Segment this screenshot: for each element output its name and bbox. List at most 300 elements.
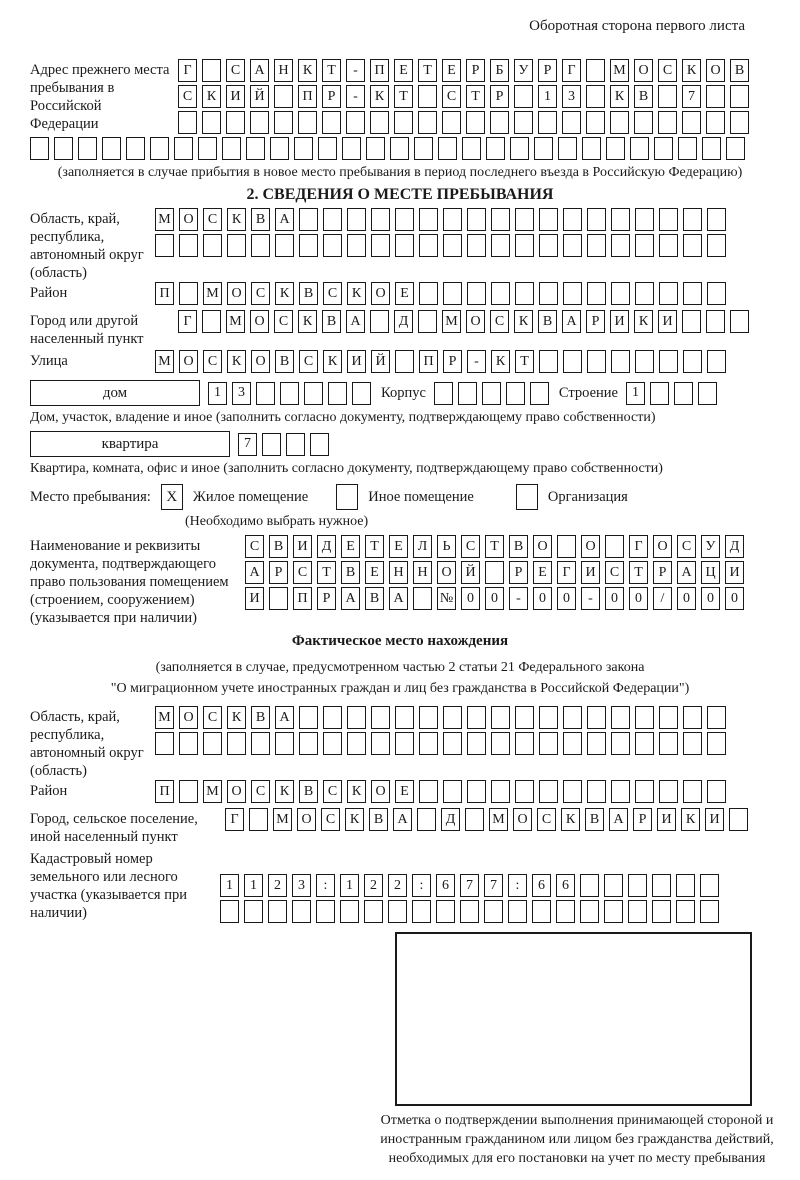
char-cell[interactable] <box>635 282 654 305</box>
char-cell[interactable] <box>467 234 486 257</box>
char-cell[interactable] <box>635 350 654 373</box>
char-cell[interactable] <box>539 282 558 305</box>
char-cell[interactable]: А <box>389 587 408 610</box>
char-cell[interactable]: 2 <box>268 874 287 897</box>
char-cell[interactable]: Т <box>629 561 648 584</box>
char-cell[interactable] <box>682 310 701 333</box>
char-cell[interactable] <box>491 234 510 257</box>
char-cell[interactable] <box>652 874 671 897</box>
char-cell[interactable] <box>371 732 390 755</box>
char-cell[interactable]: Д <box>394 310 413 333</box>
char-cell[interactable]: Г <box>178 59 197 82</box>
char-cell[interactable] <box>30 137 49 160</box>
char-cell[interactable]: О <box>466 310 485 333</box>
char-cell[interactable] <box>244 900 263 923</box>
char-cell[interactable]: Р <box>586 310 605 333</box>
char-cell[interactable]: К <box>347 780 366 803</box>
char-cell[interactable] <box>275 234 294 257</box>
char-cell[interactable] <box>250 111 269 134</box>
char-cell[interactable]: - <box>509 587 528 610</box>
char-cell[interactable] <box>604 874 623 897</box>
char-cell[interactable] <box>482 382 501 405</box>
char-cell[interactable] <box>587 208 606 231</box>
char-cell[interactable]: К <box>298 59 317 82</box>
char-cell[interactable] <box>436 900 455 923</box>
char-cell[interactable]: 0 <box>677 587 696 610</box>
char-cell[interactable]: А <box>562 310 581 333</box>
char-cell[interactable]: Т <box>365 535 384 558</box>
char-cell[interactable] <box>395 732 414 755</box>
char-cell[interactable] <box>419 208 438 231</box>
char-cell[interactable]: 7 <box>484 874 503 897</box>
char-cell[interactable] <box>730 111 749 134</box>
char-cell[interactable]: Г <box>178 310 197 333</box>
char-cell[interactable] <box>674 382 693 405</box>
char-cell[interactable] <box>202 59 221 82</box>
char-cell[interactable]: В <box>509 535 528 558</box>
char-cell[interactable]: 0 <box>557 587 576 610</box>
char-cell[interactable]: С <box>299 350 318 373</box>
char-cell[interactable] <box>707 732 726 755</box>
char-cell[interactable]: В <box>365 587 384 610</box>
char-cell[interactable] <box>292 900 311 923</box>
char-cell[interactable]: Ц <box>701 561 720 584</box>
char-cell[interactable] <box>246 137 265 160</box>
char-cell[interactable] <box>630 137 649 160</box>
char-cell[interactable]: О <box>581 535 600 558</box>
char-cell[interactable]: С <box>658 59 677 82</box>
char-cell[interactable] <box>395 234 414 257</box>
char-cell[interactable]: С <box>245 535 264 558</box>
char-cell[interactable] <box>586 111 605 134</box>
char-cell[interactable] <box>419 732 438 755</box>
char-cell[interactable] <box>707 208 726 231</box>
char-cell[interactable] <box>563 234 582 257</box>
char-cell[interactable] <box>698 382 717 405</box>
char-cell[interactable] <box>580 900 599 923</box>
char-cell[interactable] <box>515 234 534 257</box>
char-cell[interactable] <box>587 706 606 729</box>
char-cell[interactable] <box>563 350 582 373</box>
char-cell[interactable]: 2 <box>388 874 407 897</box>
char-cell[interactable] <box>202 111 221 134</box>
char-cell[interactable] <box>150 137 169 160</box>
char-cell[interactable] <box>443 282 462 305</box>
char-cell[interactable]: Р <box>443 350 462 373</box>
checkbox-other-premise[interactable] <box>336 484 358 510</box>
char-cell[interactable] <box>395 706 414 729</box>
char-cell[interactable] <box>683 350 702 373</box>
char-cell[interactable] <box>730 310 749 333</box>
char-cell[interactable] <box>635 780 654 803</box>
char-cell[interactable]: М <box>155 208 174 231</box>
char-cell[interactable] <box>676 874 695 897</box>
char-cell[interactable]: Т <box>317 561 336 584</box>
char-cell[interactable]: Ь <box>437 535 456 558</box>
char-cell[interactable] <box>611 234 630 257</box>
char-cell[interactable] <box>606 137 625 160</box>
char-cell[interactable] <box>413 587 432 610</box>
char-cell[interactable] <box>707 780 726 803</box>
char-cell[interactable]: П <box>298 85 317 108</box>
char-cell[interactable] <box>179 732 198 755</box>
char-cell[interactable] <box>515 706 534 729</box>
char-cell[interactable] <box>462 137 481 160</box>
char-cell[interactable]: 6 <box>556 874 575 897</box>
char-cell[interactable] <box>587 234 606 257</box>
char-cell[interactable] <box>707 234 726 257</box>
char-cell[interactable]: Г <box>225 808 244 831</box>
char-cell[interactable] <box>556 900 575 923</box>
char-cell[interactable] <box>539 780 558 803</box>
char-cell[interactable] <box>683 208 702 231</box>
char-cell[interactable]: Р <box>269 561 288 584</box>
char-cell[interactable]: А <box>677 561 696 584</box>
char-cell[interactable]: Е <box>395 780 414 803</box>
char-cell[interactable] <box>390 137 409 160</box>
char-cell[interactable]: К <box>227 706 246 729</box>
char-cell[interactable] <box>557 535 576 558</box>
char-cell[interactable] <box>434 382 453 405</box>
char-cell[interactable]: Е <box>341 535 360 558</box>
char-cell[interactable] <box>347 208 366 231</box>
char-cell[interactable] <box>587 780 606 803</box>
char-cell[interactable]: Е <box>389 535 408 558</box>
char-cell[interactable] <box>458 382 477 405</box>
char-cell[interactable] <box>318 137 337 160</box>
char-cell[interactable] <box>179 282 198 305</box>
char-cell[interactable] <box>586 85 605 108</box>
char-cell[interactable]: В <box>299 780 318 803</box>
char-cell[interactable] <box>700 900 719 923</box>
char-cell[interactable] <box>467 282 486 305</box>
char-cell[interactable] <box>155 234 174 257</box>
char-cell[interactable] <box>299 234 318 257</box>
char-cell[interactable] <box>652 900 671 923</box>
char-cell[interactable]: В <box>299 282 318 305</box>
char-cell[interactable] <box>587 732 606 755</box>
char-cell[interactable] <box>730 85 749 108</box>
char-cell[interactable] <box>611 350 630 373</box>
char-cell[interactable]: С <box>293 561 312 584</box>
checkbox-residential[interactable]: X <box>161 484 183 510</box>
char-cell[interactable]: Т <box>485 535 504 558</box>
char-cell[interactable] <box>443 208 462 231</box>
char-cell[interactable]: Й <box>371 350 390 373</box>
char-cell[interactable]: - <box>346 85 365 108</box>
char-cell[interactable]: В <box>634 85 653 108</box>
char-cell[interactable] <box>395 350 414 373</box>
char-cell[interactable] <box>443 732 462 755</box>
char-cell[interactable] <box>490 111 509 134</box>
char-cell[interactable]: К <box>202 85 221 108</box>
char-cell[interactable]: К <box>227 350 246 373</box>
char-cell[interactable] <box>443 234 462 257</box>
char-cell[interactable]: О <box>179 706 198 729</box>
char-cell[interactable]: С <box>203 350 222 373</box>
char-cell[interactable] <box>726 137 745 160</box>
char-cell[interactable] <box>635 732 654 755</box>
char-cell[interactable] <box>340 900 359 923</box>
char-cell[interactable] <box>226 111 245 134</box>
char-cell[interactable]: С <box>461 535 480 558</box>
char-cell[interactable] <box>611 706 630 729</box>
char-cell[interactable]: А <box>609 808 628 831</box>
char-cell[interactable] <box>178 111 197 134</box>
char-cell[interactable]: Р <box>322 85 341 108</box>
char-cell[interactable]: С <box>605 561 624 584</box>
char-cell[interactable]: У <box>514 59 533 82</box>
char-cell[interactable] <box>419 706 438 729</box>
char-cell[interactable]: Т <box>515 350 534 373</box>
char-cell[interactable] <box>586 59 605 82</box>
char-cell[interactable]: О <box>653 535 672 558</box>
char-cell[interactable] <box>491 780 510 803</box>
char-cell[interactable]: № <box>437 587 456 610</box>
char-cell[interactable]: 0 <box>701 587 720 610</box>
char-cell[interactable] <box>419 234 438 257</box>
char-cell[interactable] <box>227 732 246 755</box>
char-cell[interactable] <box>54 137 73 160</box>
char-cell[interactable]: : <box>316 874 335 897</box>
char-cell[interactable] <box>634 111 653 134</box>
char-cell[interactable]: 1 <box>208 382 227 405</box>
char-cell[interactable] <box>418 310 437 333</box>
char-cell[interactable] <box>700 874 719 897</box>
char-cell[interactable] <box>563 706 582 729</box>
char-cell[interactable] <box>683 234 702 257</box>
char-cell[interactable] <box>676 900 695 923</box>
char-cell[interactable]: К <box>681 808 700 831</box>
char-cell[interactable]: А <box>393 808 412 831</box>
char-cell[interactable] <box>270 137 289 160</box>
char-cell[interactable]: А <box>341 587 360 610</box>
char-cell[interactable] <box>342 137 361 160</box>
char-cell[interactable]: 1 <box>244 874 263 897</box>
char-cell[interactable] <box>418 85 437 108</box>
char-cell[interactable] <box>174 137 193 160</box>
char-cell[interactable] <box>467 706 486 729</box>
char-cell[interactable] <box>707 282 726 305</box>
char-cell[interactable] <box>702 137 721 160</box>
char-cell[interactable]: Р <box>509 561 528 584</box>
char-cell[interactable] <box>304 382 323 405</box>
char-cell[interactable]: 1 <box>340 874 359 897</box>
char-cell[interactable]: Г <box>562 59 581 82</box>
char-cell[interactable] <box>294 137 313 160</box>
char-cell[interactable] <box>610 111 629 134</box>
char-cell[interactable]: М <box>442 310 461 333</box>
char-cell[interactable] <box>611 282 630 305</box>
char-cell[interactable]: В <box>538 310 557 333</box>
char-cell[interactable]: Л <box>413 535 432 558</box>
char-cell[interactable]: О <box>437 561 456 584</box>
char-cell[interactable]: С <box>226 59 245 82</box>
char-cell[interactable]: 0 <box>605 587 624 610</box>
char-cell[interactable]: Е <box>365 561 384 584</box>
char-cell[interactable]: Е <box>395 282 414 305</box>
char-cell[interactable] <box>298 111 317 134</box>
char-cell[interactable]: О <box>513 808 532 831</box>
char-cell[interactable] <box>510 137 529 160</box>
char-cell[interactable]: 2 <box>364 874 383 897</box>
char-cell[interactable] <box>628 874 647 897</box>
char-cell[interactable]: Н <box>389 561 408 584</box>
char-cell[interactable] <box>611 208 630 231</box>
char-cell[interactable]: К <box>275 780 294 803</box>
char-cell[interactable] <box>580 874 599 897</box>
char-cell[interactable]: М <box>155 706 174 729</box>
char-cell[interactable] <box>582 137 601 160</box>
char-cell[interactable]: К <box>514 310 533 333</box>
char-cell[interactable]: И <box>725 561 744 584</box>
char-cell[interactable] <box>707 350 726 373</box>
char-cell[interactable]: 0 <box>461 587 480 610</box>
char-cell[interactable]: В <box>730 59 749 82</box>
char-cell[interactable]: О <box>297 808 316 831</box>
char-cell[interactable] <box>539 208 558 231</box>
char-cell[interactable]: П <box>293 587 312 610</box>
char-cell[interactable] <box>491 282 510 305</box>
char-cell[interactable]: К <box>682 59 701 82</box>
char-cell[interactable]: 3 <box>562 85 581 108</box>
char-cell[interactable] <box>563 732 582 755</box>
char-cell[interactable] <box>222 137 241 160</box>
char-cell[interactable] <box>179 234 198 257</box>
char-cell[interactable] <box>635 208 654 231</box>
char-cell[interactable] <box>346 111 365 134</box>
char-cell[interactable] <box>323 208 342 231</box>
char-cell[interactable] <box>347 706 366 729</box>
char-cell[interactable]: Е <box>533 561 552 584</box>
char-cell[interactable] <box>280 382 299 405</box>
char-cell[interactable] <box>682 111 701 134</box>
char-cell[interactable]: И <box>347 350 366 373</box>
char-cell[interactable] <box>388 900 407 923</box>
char-cell[interactable]: К <box>347 282 366 305</box>
char-cell[interactable]: 0 <box>533 587 552 610</box>
char-cell[interactable]: 3 <box>232 382 251 405</box>
char-cell[interactable] <box>249 808 268 831</box>
char-cell[interactable] <box>438 137 457 160</box>
char-cell[interactable] <box>515 780 534 803</box>
char-cell[interactable]: К <box>561 808 580 831</box>
char-cell[interactable] <box>371 234 390 257</box>
char-cell[interactable] <box>538 111 557 134</box>
char-cell[interactable] <box>635 706 654 729</box>
char-cell[interactable] <box>395 208 414 231</box>
char-cell[interactable] <box>202 310 221 333</box>
char-cell[interactable] <box>286 433 305 456</box>
char-cell[interactable] <box>534 137 553 160</box>
char-cell[interactable]: 0 <box>485 587 504 610</box>
char-cell[interactable] <box>371 208 390 231</box>
char-cell[interactable]: А <box>250 59 269 82</box>
char-cell[interactable]: Г <box>557 561 576 584</box>
char-cell[interactable]: К <box>491 350 510 373</box>
char-cell[interactable] <box>659 706 678 729</box>
char-cell[interactable] <box>563 282 582 305</box>
char-cell[interactable]: О <box>533 535 552 558</box>
char-cell[interactable]: О <box>371 780 390 803</box>
char-cell[interactable]: П <box>419 350 438 373</box>
char-cell[interactable] <box>539 350 558 373</box>
char-cell[interactable] <box>683 732 702 755</box>
char-cell[interactable]: С <box>251 282 270 305</box>
char-cell[interactable]: П <box>370 59 389 82</box>
char-cell[interactable]: 6 <box>436 874 455 897</box>
char-cell[interactable]: Т <box>394 85 413 108</box>
char-cell[interactable] <box>659 780 678 803</box>
char-cell[interactable]: В <box>269 535 288 558</box>
char-cell[interactable]: И <box>226 85 245 108</box>
char-cell[interactable]: М <box>489 808 508 831</box>
char-cell[interactable]: С <box>442 85 461 108</box>
char-cell[interactable] <box>203 234 222 257</box>
char-cell[interactable]: И <box>705 808 724 831</box>
char-cell[interactable] <box>443 706 462 729</box>
char-cell[interactable] <box>299 732 318 755</box>
char-cell[interactable]: Р <box>490 85 509 108</box>
char-cell[interactable] <box>466 111 485 134</box>
char-cell[interactable]: К <box>227 208 246 231</box>
char-cell[interactable] <box>394 111 413 134</box>
char-cell[interactable]: А <box>275 208 294 231</box>
char-cell[interactable] <box>486 137 505 160</box>
char-cell[interactable]: 0 <box>725 587 744 610</box>
char-cell[interactable]: О <box>227 780 246 803</box>
char-cell[interactable]: Т <box>466 85 485 108</box>
char-cell[interactable] <box>729 808 748 831</box>
char-cell[interactable] <box>635 234 654 257</box>
char-cell[interactable]: - <box>581 587 600 610</box>
char-cell[interactable]: Т <box>418 59 437 82</box>
char-cell[interactable] <box>678 137 697 160</box>
char-cell[interactable] <box>683 282 702 305</box>
char-cell[interactable] <box>659 282 678 305</box>
char-cell[interactable] <box>628 900 647 923</box>
char-cell[interactable]: Н <box>274 59 293 82</box>
char-cell[interactable]: К <box>345 808 364 831</box>
char-cell[interactable]: : <box>508 874 527 897</box>
char-cell[interactable]: Р <box>317 587 336 610</box>
char-cell[interactable]: В <box>275 350 294 373</box>
char-cell[interactable]: К <box>634 310 653 333</box>
char-cell[interactable] <box>611 780 630 803</box>
char-cell[interactable] <box>658 111 677 134</box>
char-cell[interactable]: В <box>322 310 341 333</box>
char-cell[interactable] <box>262 433 281 456</box>
char-cell[interactable] <box>465 808 484 831</box>
char-cell[interactable]: С <box>274 310 293 333</box>
char-cell[interactable] <box>659 350 678 373</box>
char-cell[interactable]: В <box>369 808 388 831</box>
checkbox-organization[interactable] <box>516 484 538 510</box>
char-cell[interactable] <box>251 732 270 755</box>
char-cell[interactable]: С <box>203 706 222 729</box>
char-cell[interactable] <box>515 282 534 305</box>
char-cell[interactable] <box>299 706 318 729</box>
char-cell[interactable] <box>587 282 606 305</box>
char-cell[interactable] <box>514 111 533 134</box>
char-cell[interactable] <box>706 85 725 108</box>
char-cell[interactable] <box>539 732 558 755</box>
char-cell[interactable]: 7 <box>460 874 479 897</box>
char-cell[interactable] <box>203 732 222 755</box>
char-cell[interactable] <box>274 111 293 134</box>
char-cell[interactable]: Д <box>441 808 460 831</box>
char-cell[interactable]: У <box>701 535 720 558</box>
